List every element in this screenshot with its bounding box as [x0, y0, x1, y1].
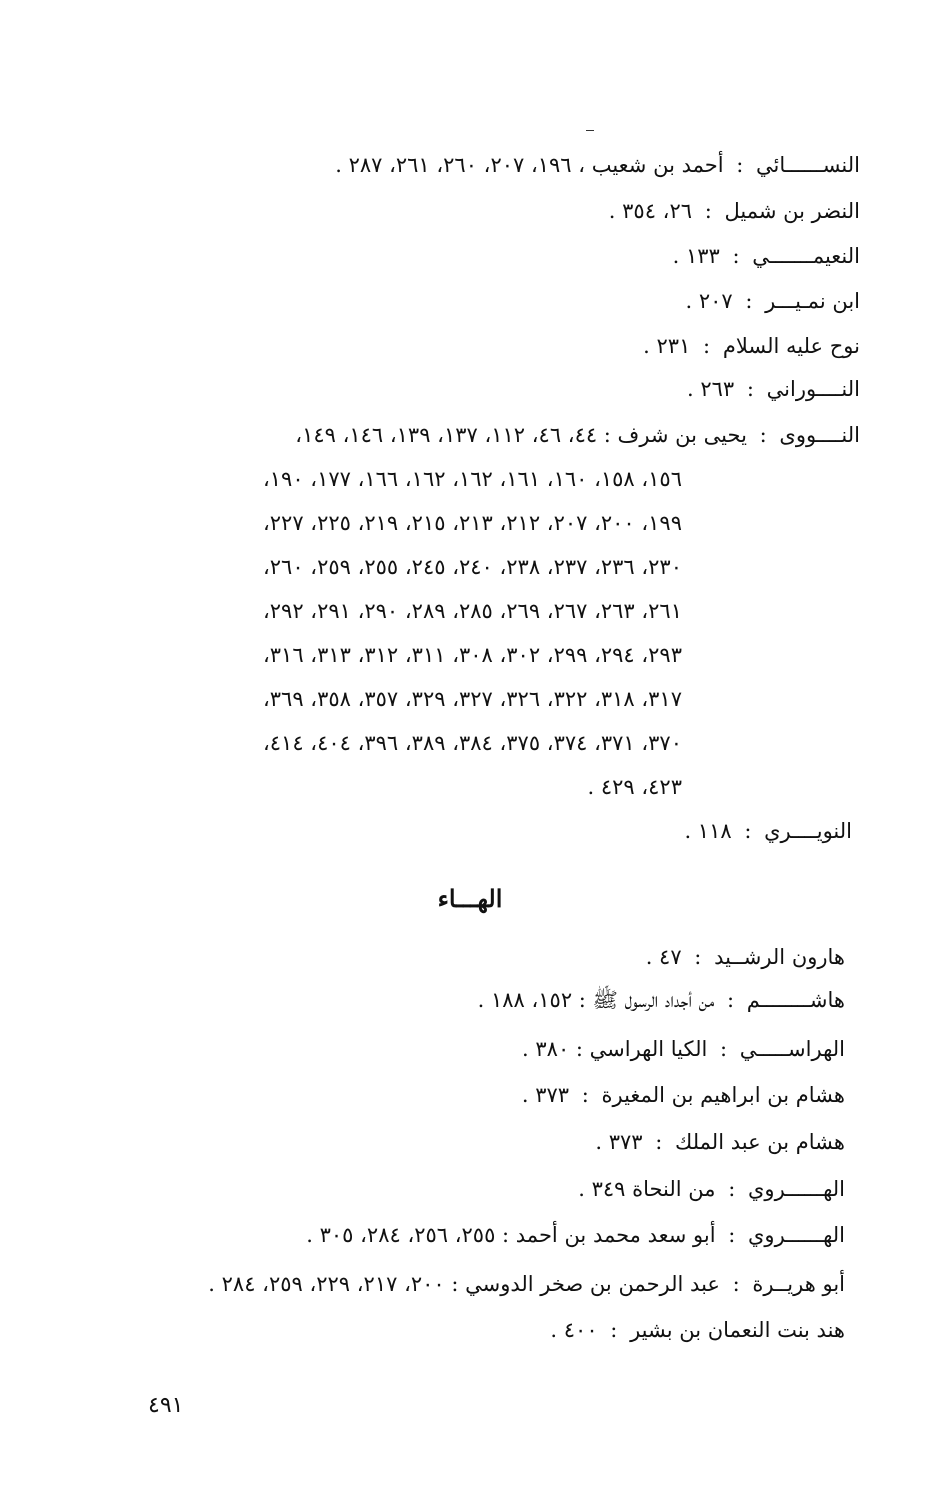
entry-name: النضر بن شميل [724, 199, 860, 223]
entry-separator: : [736, 153, 744, 177]
entry-name: الهــــــروي [748, 1223, 845, 1247]
index-entry [646, 942, 845, 972]
entry-separator: : [726, 988, 735, 1012]
entry-separator: : [581, 1083, 589, 1107]
entry-name: الهــــــروي [748, 1177, 845, 1201]
entry-value: ٢٣١ . [643, 334, 691, 358]
continuation-line: ٣١٧، ٣١٨، ٣٢٢، ٣٢٦، ٣٢٧، ٣٢٩، ٣٥٧، ٣٥٨، ٣٦٩، [263, 687, 682, 711]
continuation-line: ٢٩٣، ٢٩٤، ٢٩٩، ٣٠٢، ٣٠٨، ٣١١، ٣١٢، ٣١٣، ٣١٦، [263, 643, 682, 667]
entry-separator: : [728, 1223, 736, 1247]
entry-separator: : [732, 1272, 740, 1296]
section-heading: الهـــاء [437, 884, 503, 913]
entry-value: ٢٦٣ . [686, 377, 735, 401]
continuation-line: ١٩٩، ٢٠٠، ٢٠٧، ٢١٢، ٢١٣، ٢١٥، ٢١٩، ٢٢٥، ٢٢٧، [263, 511, 682, 535]
entry-name: هارون الرشــيد [714, 945, 845, 969]
entry-separator: : [745, 289, 753, 313]
entry-name: هاشــــــــم [746, 988, 845, 1012]
page-number: ٤٩١ [148, 1393, 184, 1418]
entry-name: النعيمـــــــي [752, 244, 860, 268]
entry-name: النســــــائي [756, 153, 860, 177]
index-entry [609, 196, 860, 226]
entry-separator: : [704, 199, 712, 223]
entry-value: ٣٧٣ . [595, 1130, 643, 1154]
index-entry [478, 985, 845, 1015]
entry-value: عبد الرحمن بن صخر الدوسي : ٢٠٠، ٢١٧، ٢٢٩، ٢٥٩، ٢٨٤ . [208, 1272, 720, 1296]
entry-value: أبو سعد محمد بن أحمد : ٢٥٥، ٢٥٦، ٢٨٤، ٣٠٥ . [306, 1223, 716, 1247]
entry-separator: : [746, 377, 754, 401]
continuation-line: ٣٧٠، ٣٧١، ٣٧٤، ٣٧٥، ٣٨٤، ٣٨٩، ٣٩٦، ٤٠٤، ٤١٤، [263, 731, 682, 755]
entry-name: نوح عليه السلام [722, 334, 860, 358]
index-entry [335, 150, 860, 180]
entry-value: ٢٠٧ . [685, 289, 733, 313]
entry-separator: : [694, 945, 702, 969]
entry-separator: : [655, 1130, 663, 1154]
entry-value: ٢٦، ٣٥٤ . [608, 199, 693, 223]
continuation-line: ٤٢٣، ٤٢٩ . [587, 775, 682, 799]
entry-separator: : [703, 334, 711, 358]
entry-separator: : [744, 819, 752, 843]
index-entry [306, 1220, 845, 1250]
entry-name: الهراســـــي [739, 1037, 845, 1061]
index-entry [522, 1034, 845, 1064]
index-entry [643, 331, 860, 361]
entry-separator: : [728, 1177, 736, 1201]
index-entry [673, 241, 860, 271]
index-entry [550, 1315, 845, 1345]
entry-value: يحيى بن شرف : ٤٤، ٤٦، ١١٢، ١٣٧، ١٣٩، ١٤٦، ١٤٩، [295, 423, 747, 447]
index-entry-nawawi [295, 420, 860, 450]
index-entry [687, 374, 860, 404]
index-entry [595, 1127, 845, 1157]
entry-value: ٤٠٠ . [550, 1318, 598, 1342]
index-entry [684, 816, 852, 846]
index-entry [208, 1269, 845, 1299]
entry-separator: : [610, 1318, 618, 1342]
entry-value: ٤٧ . [645, 945, 682, 969]
entry-value: ١٣٣ . [672, 244, 720, 268]
entry-name: هند بنت النعمان بن بشير [630, 1318, 845, 1342]
entry-name: أبو هريــرة [752, 1272, 845, 1296]
index-entry [578, 1174, 845, 1204]
entry-value: ١١٨ . [684, 819, 732, 843]
entry-value: أحمد بن شعيب ، ١٩٦، ٢٠٧، ٢٦٠، ٢٦١، ٢٨٧ . [335, 153, 724, 177]
entry-name: ابن نمـيـــر [765, 289, 860, 313]
entry-separator: : [732, 244, 740, 268]
entry-value: من النحاة ٣٤٩ . [578, 1177, 716, 1201]
entry-name: هشام بن ابراهيم بن المغيرة [601, 1083, 845, 1107]
index-entry [685, 286, 860, 316]
top-mark [586, 130, 594, 131]
entry-separator: : [720, 1037, 728, 1061]
entry-value: الكيا الهراسي : ٣٨٠ . [522, 1037, 708, 1061]
continuation-line: ١٥٦، ١٥٨، ١٦٠، ١٦١، ١٦٢، ١٦٢، ١٦٦، ١٧٧، ١٩٠، [263, 467, 682, 491]
index-entry [522, 1080, 845, 1110]
entry-name: النويــــري [764, 819, 852, 843]
entry-name: النــــووى [779, 423, 860, 447]
continuation-line: ٢٣٠، ٢٣٦، ٢٣٧، ٢٣٨، ٢٤٠، ٢٤٥، ٢٥٥، ٢٥٩، ٢٦٠، [263, 555, 682, 579]
entry-value: من أجداد الرسول ﷺ : ١٥٢، ١٨٨ . [477, 988, 715, 1012]
entry-name: النــــوراني [766, 377, 860, 401]
continuation-line: ٢٦١، ٢٦٣، ٢٦٧، ٢٦٩، ٢٨٥، ٢٨٩، ٢٩٠، ٢٩١، ٢٩٢، [263, 599, 682, 623]
entry-name: هشام بن عبد الملك [675, 1130, 845, 1154]
entry-separator: : [759, 423, 767, 447]
entry-value: ٣٧٣ . [521, 1083, 570, 1107]
